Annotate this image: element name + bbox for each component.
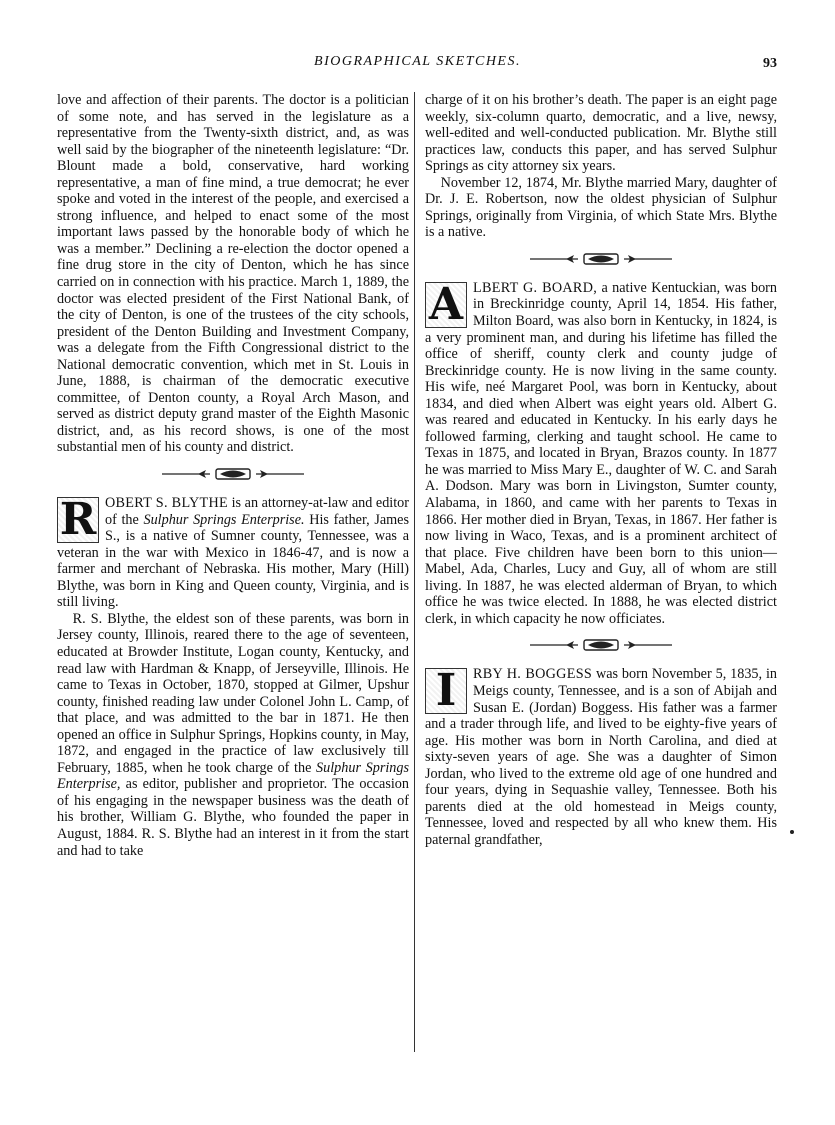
ornament-divider-icon	[158, 466, 308, 482]
margin-mark	[790, 830, 794, 834]
blythe-paper-name: Sulphur Springs Enterprise.	[143, 511, 305, 528]
column-divider	[414, 92, 415, 1052]
board-text: a native Kentuckian, was born in Breckinridge county, April 14, 1854. His father, Milton Board, was also born in Kentucky, in 1824, is a very prominent man, and during his lifetime has filled the office of sheriff, county clerk and county judge of Breckinridge county. He is now living in the same county. His wife, neé Margaret Pool, was born in Kentucky, about 1834, and died when Albert was eight years old. Albert G. was reared and educated in Kentucky. In his early days he followed farming, clerking and taught school. He came to Texas in 1875, and located in Bryan, Brazos county. In 1877 he was married to Miss Mary E., daughter of W. C. and Sarah A. Dodson. Mary was born in Livingston, Sumter county, Alabama, in 1860, and came with her parents to Texas in 1866. Her mother died in Bryan, Texas, in 1867. Her father is now living in Waco, Texas, and is a prominent architect of that place. Five children have been born to this union—Mabel, Ada, Charles, Lucy and Guy, all of whom are still living. In 1887, he was elected alderman of Bryan, to which office he was twice elected. In 1888, he was elected district clerk, in which capacity he now officiates.	[425, 279, 777, 627]
boggess-name: RBY H. BOGGESS	[473, 666, 593, 683]
blythe-text-b: His father, James S., is a native of Sumner county, Tennessee, was a veteran in the war with Mexico in 1846-47, and is now a farmer and merchant of Nebraska. His mother, Mary (Hill) Blythe, was born in King and Queen county, Virginia, and is still living.	[57, 511, 409, 611]
page-number: 93	[763, 56, 777, 71]
blythe-biography	[57, 495, 409, 859]
board-biography	[425, 280, 777, 627]
running-title: BIOGRAPHICAL SKETCHES.	[314, 54, 521, 69]
blount-continuation-paragraph: love and affection of their parents. The doctor is a politician of some note, and has served in the legislature as a representative from the Twenty-sixth district, and, as was well said by the biographer of the nineteenth legislature: “Dr. Blount made a bold, conservative, hard working representative, a man of fine mind, a true democrat; he ever spoke and voted in the interest of the people, and exercised a strong influence, and helped to enact some of the most important laws passed by the honorable body of which he was a member.” Declining a re-election the doctor opened a fine drug store in the city of Denton, which he has since carried on in connection with his practice. March 1, 1889, the doctor was elected president of the First National Bank, of the city of Denton, is one of the trustees of the city schools, president of the Denton Building and Investment Company, was a delegate from the Fifth Congressional district to the National democratic convention, which met in St. Louis in June, 1888, is chairman of the democratic executive committee, of Denton county, a Royal Arch Mason, and served as district deputy grand master of the Eighth Masonic district, and, as his record shows, is one of the most substantial men of his county and district.	[57, 92, 409, 456]
boggess-text: was born November 5, 1835, in Meigs county, Tennessee, and is a son of Abijah and Susan E. (Jordan) Boggess. His father was a farmer and a trader through life, and lived to be eighty-five years of age. His mother was born in North Carolina, and died at sixty-seven years of age. She was a daughter of Simon Jordan, who lived to the extreme old age of one hundred and four years, dying in Sequashie valley, Tennessee. Both his parents died at the old homestead in Meigs county, Tennessee, loved and respected by all who knew them. His paternal grandfather,	[425, 666, 777, 848]
boggess-paragraph	[425, 666, 777, 848]
ornament-divider-icon	[526, 637, 676, 653]
running-head	[0, 54, 835, 78]
left-column	[57, 92, 409, 859]
blythe-p2-text-a: R. S. Blythe, the eldest son of these parents, was born in Jersey county, Illinois, reared there to the age of seventeen, educated at Browder Institute, Logan county, Kentucky, and read law with Hardman & Knapp, of Jerseyville, Illinois. He came to Texas in October, 1870, stopped at Gilmer, Upshur county, finished reading law under Colonel John L. Camp, of that place, and was admitted to the bar in 1871. He then opened an office in Sulphur Springs, Hopkins county, in May, 1872, and engaged in the practice of law exclusively till February, 1885, when he took charge of the	[57, 610, 409, 776]
board-paragraph	[425, 280, 777, 627]
blythe-continuation-paragraph: charge of it on his brother’s death. The paper is an eight page weekly, six-column quarto, democratic, and a live, newsy, well-edited and well-conducted publication. Mr. Blythe still practices law, conducts this paper, and has served Sulphur Springs as city attorney six years.	[425, 92, 777, 175]
blythe-p2-text-b: as editor, publisher and proprietor. The occasion of his engaging in the newspaper business was the death of his brother, William G. Blythe, who founded the paper in August, 1884. R. S. Blythe had an interest in it from the start and had to take	[57, 776, 409, 859]
blythe-text-a: is an attorney-at-law and editor of the	[105, 495, 409, 528]
blythe-paragraph-1	[57, 495, 409, 611]
boggess-biography	[425, 666, 777, 848]
section-ornament	[57, 466, 409, 484]
blythe-p2-paper-name: Sulphur Springs Enterprise,	[57, 759, 409, 793]
dropcap-i: I	[425, 668, 467, 714]
board-name: LBERT G. BOARD,	[473, 279, 598, 296]
blythe-marriage-paragraph: November 12, 1874, Mr. Blythe married Mary, daughter of Dr. J. E. Robertson, now the oldest physician of Sulphur Springs, originally from Virginia, of which State Mrs. Blythe is a native.	[425, 174, 777, 241]
section-ornament	[425, 637, 777, 655]
section-ornament	[425, 251, 777, 269]
blythe-paragraph-2	[57, 611, 409, 859]
right-column	[425, 92, 777, 848]
dropcap-r: R	[57, 497, 99, 543]
ornament-divider-icon	[526, 251, 676, 267]
dropcap-a: A	[425, 282, 467, 328]
blythe-name: OBERT S. BLYTHE	[105, 495, 229, 512]
